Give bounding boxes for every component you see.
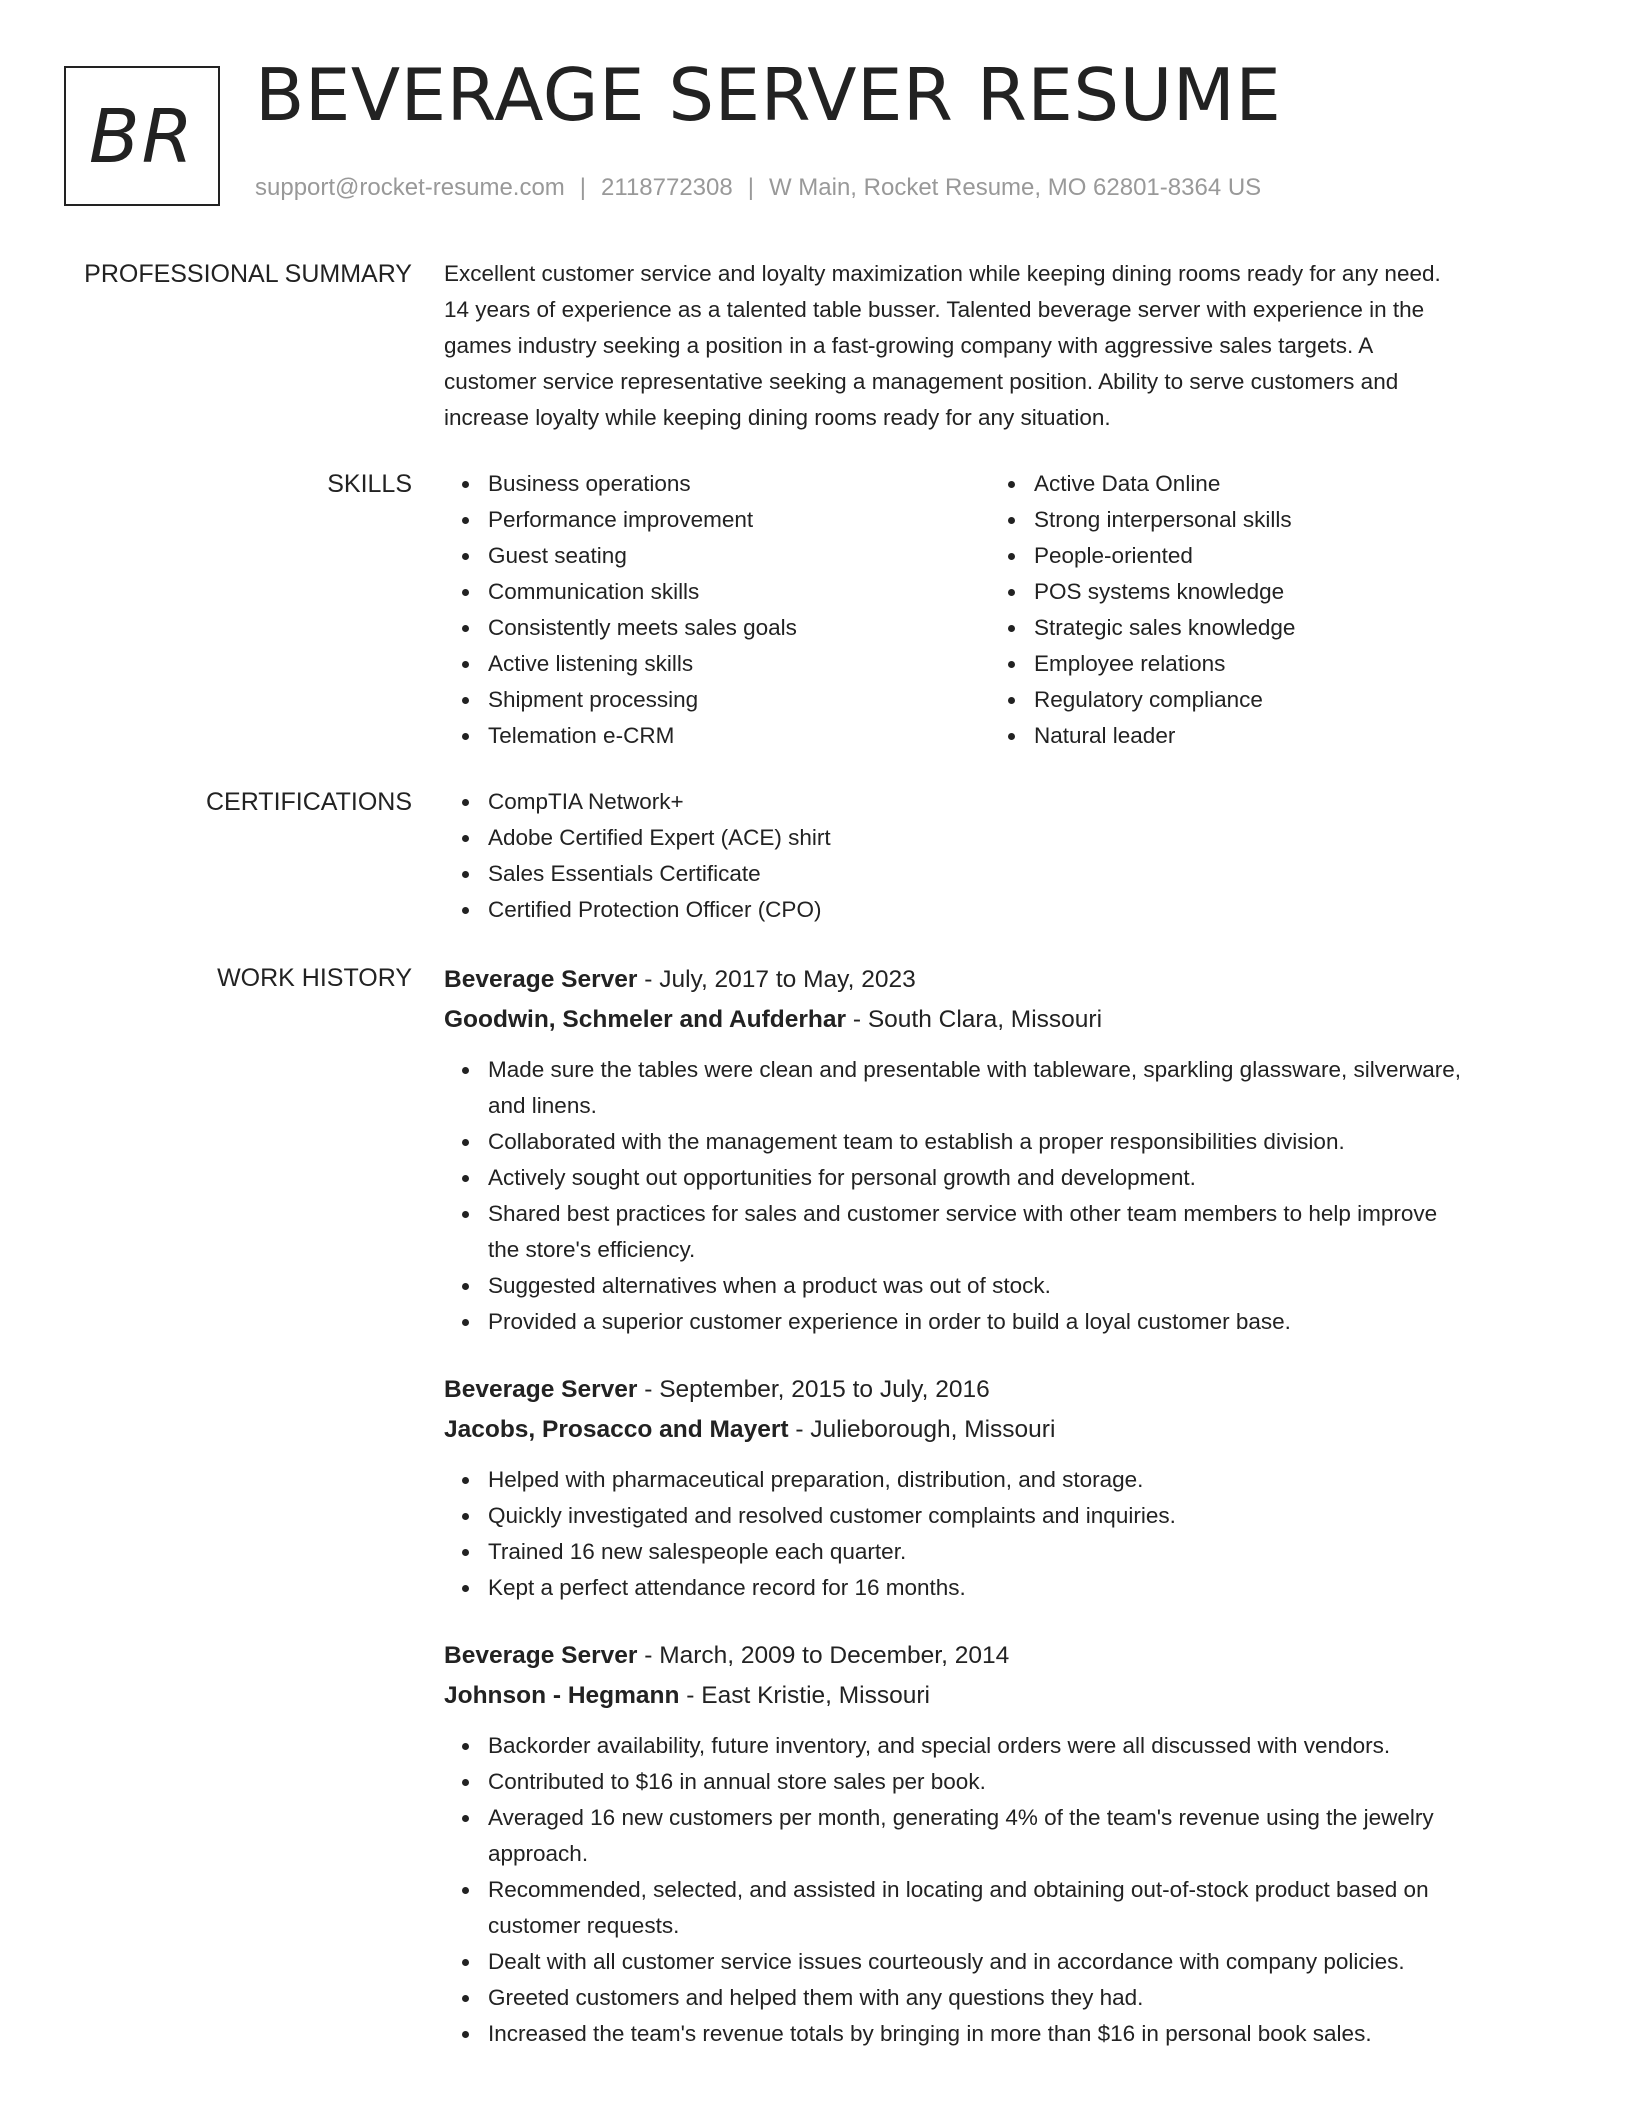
job-bullet xyxy=(488,1728,1552,1764)
job-dates: - July, 2017 to May, 2023 xyxy=(637,966,916,993)
job-bullet-line: and linens. xyxy=(488,1093,597,1118)
job-title-line xyxy=(444,1370,1552,1410)
summary-line: 14 years of experience as a talented table busser. Talented beverage server with experience in the xyxy=(444,297,1425,322)
job-bullet xyxy=(488,1764,1552,1800)
contact-separator: | xyxy=(747,174,754,201)
job-bullet-line: Increased the team's revenue totals by bringing in more than $16 in personal book sales. xyxy=(488,2021,1372,2046)
skill-item: Regulatory compliance xyxy=(1034,682,1536,718)
job-bullet-line: customer requests. xyxy=(488,1913,680,1938)
job-bullet xyxy=(488,1052,1552,1124)
job-bullet xyxy=(488,1160,1552,1196)
job-bullet-line: Kept a perfect attendance record for 16 months. xyxy=(488,1575,966,1600)
job-bullet xyxy=(488,1196,1552,1268)
skills-column-left xyxy=(444,466,990,754)
job-bullet-line: Trained 16 new salespeople each quarter. xyxy=(488,1539,907,1564)
job-bullet-line: Recommended, selected, and assisted in locating and obtaining out-of-stock product based on xyxy=(488,1877,1429,1902)
skill-item: Shipment processing xyxy=(488,682,990,718)
job-company-line xyxy=(444,1000,1552,1040)
job-location: - East Kristie, Missouri xyxy=(679,1682,930,1709)
monogram-box xyxy=(64,66,220,206)
job-bullet-line: Contributed to $16 in annual store sales per book. xyxy=(488,1769,986,1794)
contact-email: support@rocket-resume.com xyxy=(255,174,565,201)
summary-text xyxy=(444,256,1552,436)
summary-line: games industry seeking a position in a fast-growing company with aggressive sales targets. A xyxy=(444,333,1374,358)
job-bullet xyxy=(488,1872,1552,1944)
skill-item: Active listening skills xyxy=(488,646,990,682)
job-bullet xyxy=(488,1980,1552,2016)
skill-item: Strong interpersonal skills xyxy=(1034,502,1536,538)
job-bullet xyxy=(488,2016,1552,2052)
contact-line xyxy=(255,174,1261,202)
job-bullet-line: Shared best practices for sales and customer service with other team members to help improve xyxy=(488,1201,1438,1226)
certifications-list xyxy=(444,784,1552,928)
job-dates: - March, 2009 to December, 2014 xyxy=(637,1642,1010,1669)
job-dates: - September, 2015 to July, 2016 xyxy=(637,1376,990,1403)
job-bullet xyxy=(488,1304,1552,1340)
job-bullet-line: Backorder availability, future inventory, and special orders were all discussed with vendors. xyxy=(488,1733,1391,1758)
job-company: Goodwin, Schmeler and Aufderhar xyxy=(444,1006,847,1033)
job-bullet xyxy=(488,1800,1552,1872)
skill-item: Employee relations xyxy=(1034,646,1536,682)
section-label-skills: SKILLS xyxy=(327,470,412,498)
job-bullets xyxy=(444,1728,1552,2052)
summary-line: Excellent customer service and loyalty maximization while keeping dining rooms ready for any need. xyxy=(444,261,1441,286)
certification-item: CompTIA Network+ xyxy=(488,784,1552,820)
job-company-line xyxy=(444,1410,1552,1450)
job-bullet xyxy=(488,1124,1552,1160)
job-bullet-line: Quickly investigated and resolved customer complaints and inquiries. xyxy=(488,1503,1176,1528)
skills-column-right xyxy=(990,466,1536,754)
job-bullet-line: the store's efficiency. xyxy=(488,1237,696,1262)
job-bullet-line: Helped with pharmaceutical preparation, distribution, and storage. xyxy=(488,1467,1144,1492)
job-bullet xyxy=(488,1570,1552,1606)
job-company: Jacobs, Prosacco and Mayert xyxy=(444,1416,789,1443)
job-bullets xyxy=(444,1052,1552,1340)
skills-list-right xyxy=(990,466,1536,754)
work-history-body xyxy=(444,960,1552,2082)
summary-line: customer service representative seeking a management position. Ability to serve customers and xyxy=(444,369,1399,394)
job-bullet-line: Averaged 16 new customers per month, generating 4% of the team's revenue using the jewelry xyxy=(488,1805,1434,1830)
monogram-initials: BR xyxy=(88,94,196,180)
job-bullet-line: Suggested alternatives when a product was out of stock. xyxy=(488,1273,1051,1298)
job-bullet-line: Collaborated with the management team to establish a proper responsibilities division. xyxy=(488,1129,1345,1154)
section-label-certifications: CERTIFICATIONS xyxy=(205,788,412,816)
job-bullets xyxy=(444,1462,1552,1606)
certification-item: Certified Protection Officer (CPO) xyxy=(488,892,1552,928)
section-label-summary: PROFESSIONAL SUMMARY xyxy=(84,260,412,288)
skill-item: Guest seating xyxy=(488,538,990,574)
job-title: Beverage Server xyxy=(444,1376,638,1403)
job-bullet xyxy=(488,1268,1552,1304)
job-title-line xyxy=(444,960,1552,1000)
skill-item: POS systems knowledge xyxy=(1034,574,1536,610)
skill-item: Consistently meets sales goals xyxy=(488,610,990,646)
skill-item: Business operations xyxy=(488,466,990,502)
job-entry xyxy=(444,960,1552,1340)
job-bullet-line: Dealt with all customer service issues courteously and in accordance with company policies. xyxy=(488,1949,1405,1974)
skill-item: Performance improvement xyxy=(488,502,990,538)
contact-address: W Main, Rocket Resume, MO 62801-8364 US xyxy=(768,174,1262,201)
job-bullet-line: Made sure the tables were clean and presentable with tableware, sparkling glassware, silverware, xyxy=(488,1057,1462,1082)
job-company-line xyxy=(444,1676,1552,1716)
job-title-line xyxy=(444,1636,1552,1676)
job-title: Beverage Server xyxy=(444,1642,638,1669)
contact-phone: 2118772308 xyxy=(601,174,733,201)
skill-item: Active Data Online xyxy=(1034,466,1536,502)
job-bullet xyxy=(488,1944,1552,1980)
job-bullet-line: Provided a superior customer experience in order to build a loyal customer base. xyxy=(488,1309,1291,1334)
job-entry xyxy=(444,1636,1552,2052)
skill-item: Telemation e-CRM xyxy=(488,718,990,754)
resume-title: BEVERAGE SERVER RESUME xyxy=(255,53,1282,137)
skill-item: Strategic sales knowledge xyxy=(1034,610,1536,646)
skills-grid xyxy=(444,466,1552,754)
skill-item: People-oriented xyxy=(1034,538,1536,574)
contact-separator: | xyxy=(579,174,587,201)
job-entry xyxy=(444,1370,1552,1606)
job-bullet-line: Actively sought out opportunities for personal growth and development. xyxy=(488,1165,1196,1190)
section-label-work-history: WORK HISTORY xyxy=(217,964,412,992)
certification-item: Adobe Certified Expert (ACE) shirt xyxy=(488,820,1552,856)
job-location: - Julieborough, Missouri xyxy=(788,1416,1056,1443)
summary-line: increase loyalty while keeping dining rooms ready for any situation. xyxy=(444,405,1111,430)
job-location: - South Clara, Missouri xyxy=(846,1006,1103,1033)
skills-list-left xyxy=(444,466,990,754)
job-bullet xyxy=(488,1498,1552,1534)
skill-item: Communication skills xyxy=(488,574,990,610)
job-bullet-line: approach. xyxy=(488,1841,589,1866)
certifications-body xyxy=(444,784,1552,928)
job-bullet-line: Greeted customers and helped them with any questions they had. xyxy=(488,1985,1144,2010)
job-bullet xyxy=(488,1534,1552,1570)
job-bullet xyxy=(488,1462,1552,1498)
skill-item: Natural leader xyxy=(1034,718,1536,754)
job-title: Beverage Server xyxy=(444,966,638,993)
certification-item: Sales Essentials Certificate xyxy=(488,856,1552,892)
job-company: Johnson - Hegmann xyxy=(444,1682,680,1709)
